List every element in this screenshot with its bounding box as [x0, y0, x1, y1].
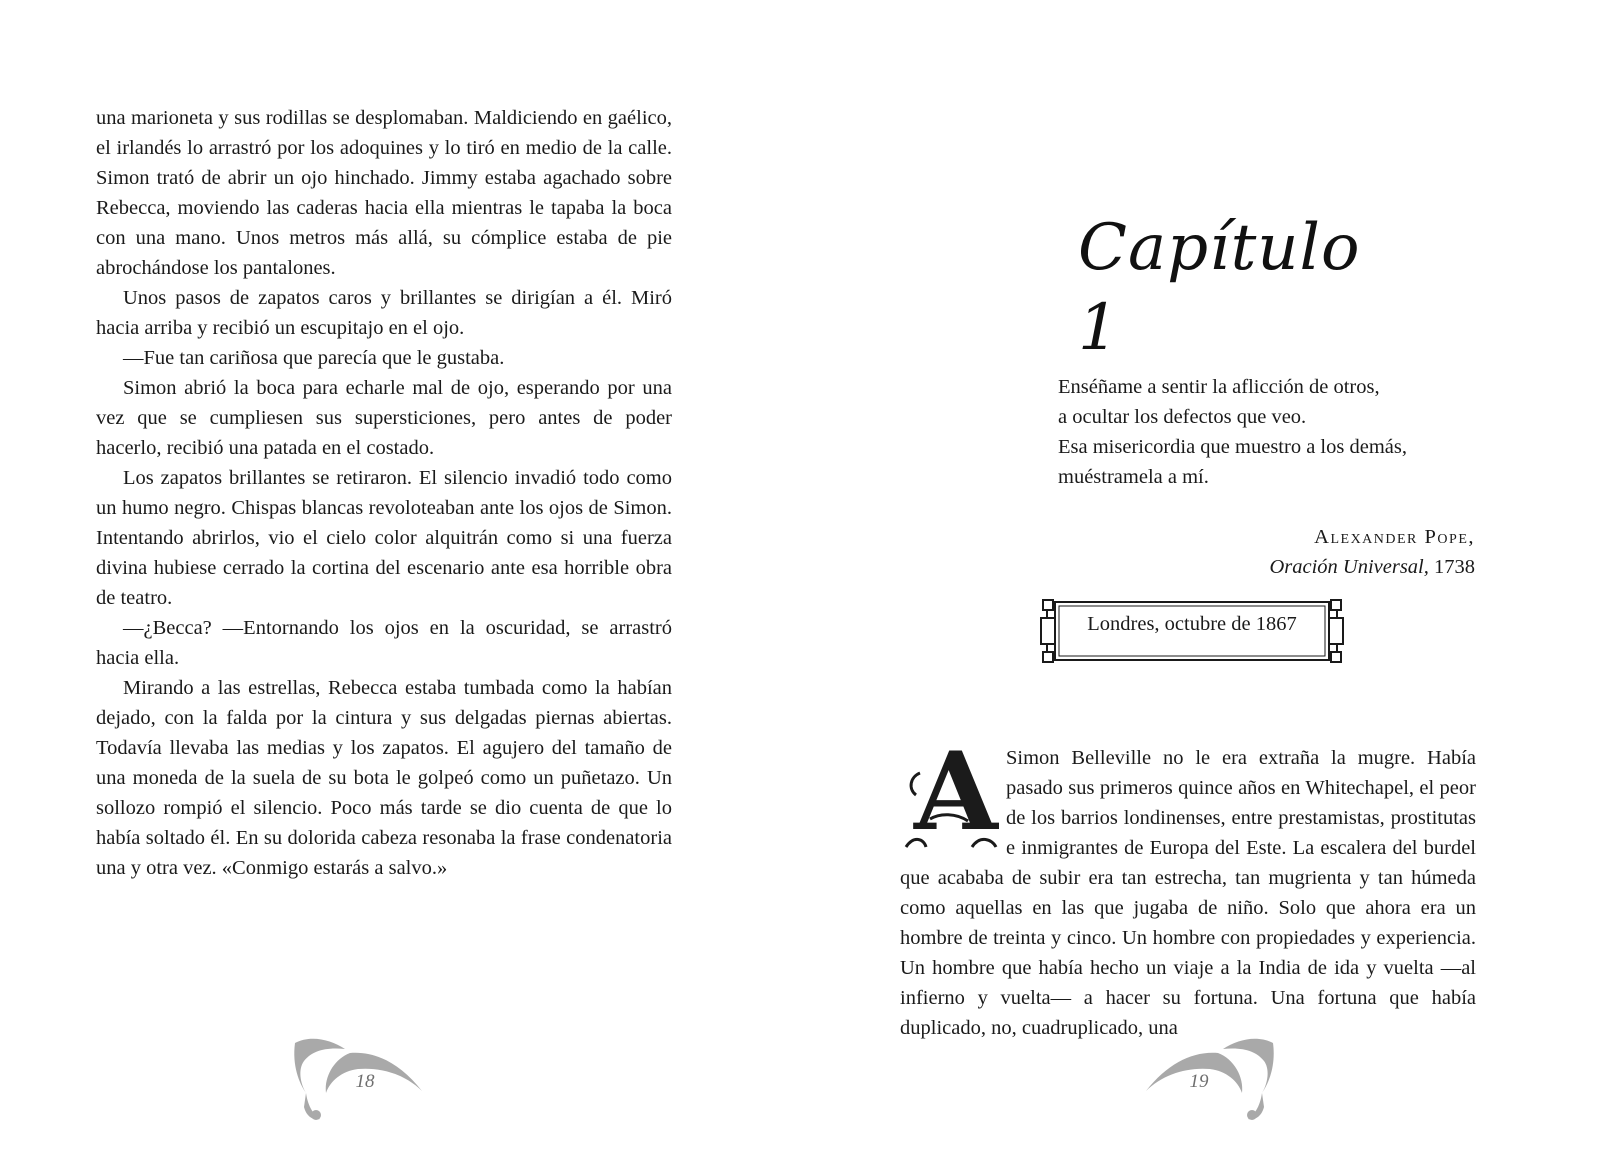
paragraph: Simon abrió la boca para echarle mal de ojo, esperando por una vez que se cumpliesen sus supersticiones, pero antes de poder hacerlo, recibió una patada en el costado. — [96, 377, 672, 459]
paragraph: Los zapatos brillantes se retiraron. El silencio invadió todo como un humo negro. Chispas blancas revoloteaban ante los ojos de Simon. Intentando abrirlos, vio el cielo color alquitrán como si una fuerza divina hubiese cerrado la cortina del escenario ante esa horrible obra de teatro. — [96, 467, 672, 609]
attribution-work: Oración Universal, — [1269, 556, 1429, 578]
epigraph-line: a ocultar los defectos que veo. — [1058, 406, 1307, 428]
paragraph: Simon Belleville no le era extraña la mugre. Había pasado sus primeros quince años en Whitechapel, el peor de los barrios londinenses, entre prestamistas, prostitutas e inmigrantes de Europa del Este. La escalera del burdel que acababa de subir era tan estrecha, tan mugrienta y tan húmeda como aquellas en las que jugaba de niño. Solo que ahora era un hombre de treinta y cinco. Un hombre con propiedades y experiencia. Un hombre que había hecho un viaje a la India de ida y vuelta —al infierno y vuelta— a hacer su fortuna. Una fortuna que había duplicado, no, cuadruplicado, una — [900, 747, 1476, 1039]
right-page — [800, 0, 1600, 1173]
attribution-year: 1738 — [1434, 556, 1475, 578]
paragraph: Unos pasos de zapatos caros y brillantes se dirigían a él. Miró hacia arriba y recibió un escupitajo en el ojo. — [96, 287, 672, 339]
left-body-text — [96, 103, 672, 883]
right-body-text — [900, 729, 1476, 1043]
folio-ornament-right — [1144, 1035, 1278, 1130]
location-frame — [1037, 598, 1337, 660]
paragraph: —Fue tan cariñosa que parecía que le gustaba. — [123, 347, 505, 369]
epigraph-line: Esa misericordia que muestro a los demás, — [1058, 436, 1407, 458]
epigraph-line: Enséñame a sentir la aflicción de otros, — [1058, 376, 1380, 398]
paragraph: —¿Becca? —Entornando los ojos en la oscuridad, se arrastró hacia ella. — [96, 617, 672, 669]
epigraph-attribution — [1269, 522, 1475, 582]
attribution-author: Alexander Pope, — [1314, 526, 1475, 548]
chapter-title: Capítulo 1 — [1078, 211, 1361, 365]
folio-ornament-left — [290, 1035, 424, 1130]
epigraph-line: muéstramela a mí. — [1058, 466, 1209, 488]
location-label: Londres, octubre de 1867 — [1087, 613, 1297, 635]
dropcap-letter: A — [914, 729, 998, 855]
paragraph: una marioneta y sus rodillas se desplomaban. Maldiciendo en gaélico, el irlandés lo arrastró por los adoquines y lo tiró en medio de la calle. Simon trató de abrir un ojo hinchado. Jimmy estaba agachado sobre Rebecca, moviendo las caderas hacia ella mientras le tapaba la boca con una mano. Unos metros más allá, su cómplice estaba de pie abrochándose los pantalones. — [96, 107, 672, 279]
epigraph — [1058, 372, 1478, 492]
drop-cap — [900, 729, 1000, 855]
page-number: 18 — [355, 1071, 375, 1092]
page-number: 19 — [1189, 1071, 1209, 1092]
paragraph: Mirando a las estrellas, Rebecca estaba tumbada como la habían dejado, con la falda por la cintura y sus delgadas piernas abiertas. Todavía llevaba las medias y los zapatos. El agujero del tamaño de una moneda de la suela de su bota le golpeó como un puñetazo. Un sollozo rompió el silencio. Poco más tarde se dio cuenta de que lo había soltado él. En su dolorida cabeza resonaba la frase condenatoria una y otra vez. «Conmigo estarás a salvo.» — [96, 677, 672, 879]
